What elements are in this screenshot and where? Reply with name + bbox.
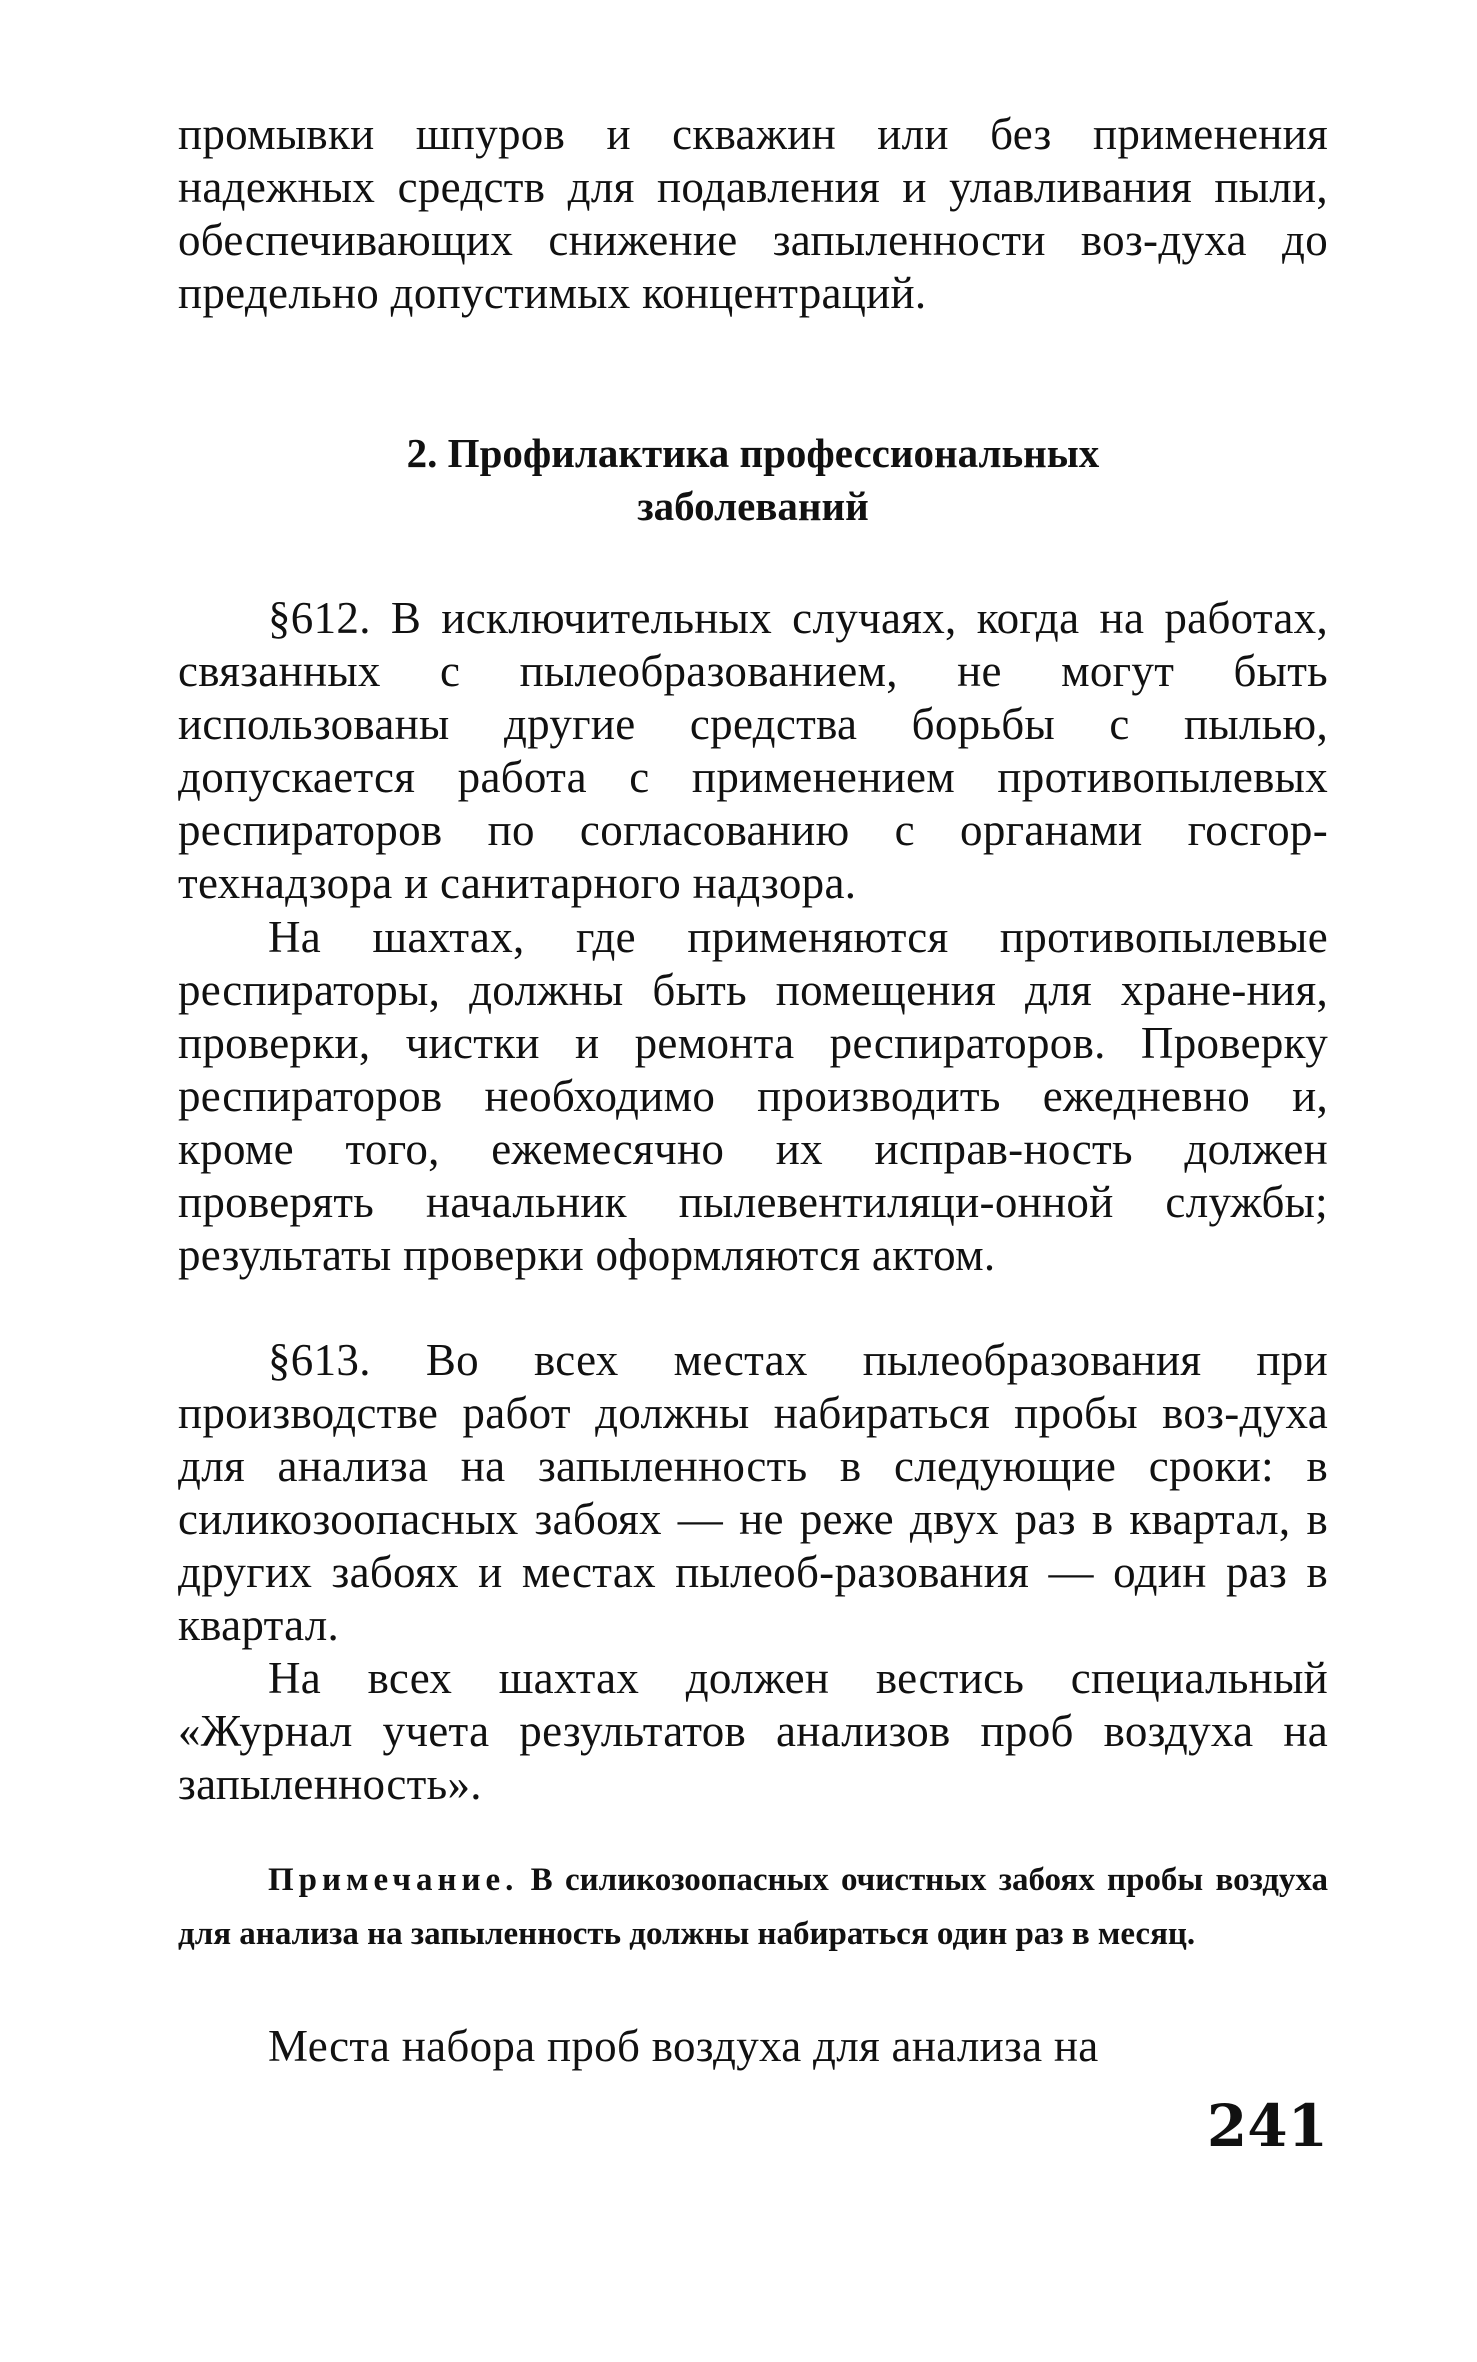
paragraph-613: §613. Во всех местах пылеобразования при производстве работ должны набираться пробы воз-духа для анализа на запыленность в следующие сроки: в силикозоопасных забоях — не реже двух раз в квартал, в других забоях и местах пылеоб-разования — один раз в квартал. <box>178 1335 1328 1650</box>
paragraph-612: §612. В исключительных случаях, когда на работах, связанных с пылеобразованием, не могут быть использованы другие средства борьбы с пылью, допускается работа с применением противопылевых респираторов по согласованию с органами госгор-технадзора и санитарного надзора. <box>178 593 1328 908</box>
section-heading <box>178 427 1328 533</box>
section-heading-line-1: 2. Профилактика профессиональных <box>406 430 1100 476</box>
footnote-note <box>178 1853 1328 1961</box>
book-page <box>178 0 1328 2362</box>
paragraph-respirators: На шахтах, где применяются противопылевые респираторы, должны быть помещения для хране-ния, проверки, чистки и ремонта респираторов. Проверку респираторов необходимо производить ежедневно и, кроме того, ежемесячно их исправ-ность должен проверять начальник пылевентиляци-онной службы; результаты проверки оформляются актом. <box>178 912 1328 1280</box>
opening-paragraph: промывки шпуров и скважин или без применения надежных средств для подавления и улавливания пыли, обеспечивающих снижение запыленности воз-духа до предельно допустимых концентраций. <box>178 109 1328 318</box>
section-heading-line-2: заболеваний <box>637 483 869 529</box>
note-text: В силикозоопасных очистных забоях пробы воздуха для анализа на запыленность должны набираться один раз в месяц. <box>178 1862 1328 1952</box>
paragraph-journal: На всех шахтах должен вестись специальный «Журнал учета результатов анализов проб воздуха на запыленность». <box>178 1653 1328 1809</box>
closing-fragment: Места набора проб воздуха для анализа на <box>268 2021 1099 2071</box>
page-number: 241 <box>1206 2092 1328 2160</box>
note-label: Примечание. <box>268 1862 519 1898</box>
